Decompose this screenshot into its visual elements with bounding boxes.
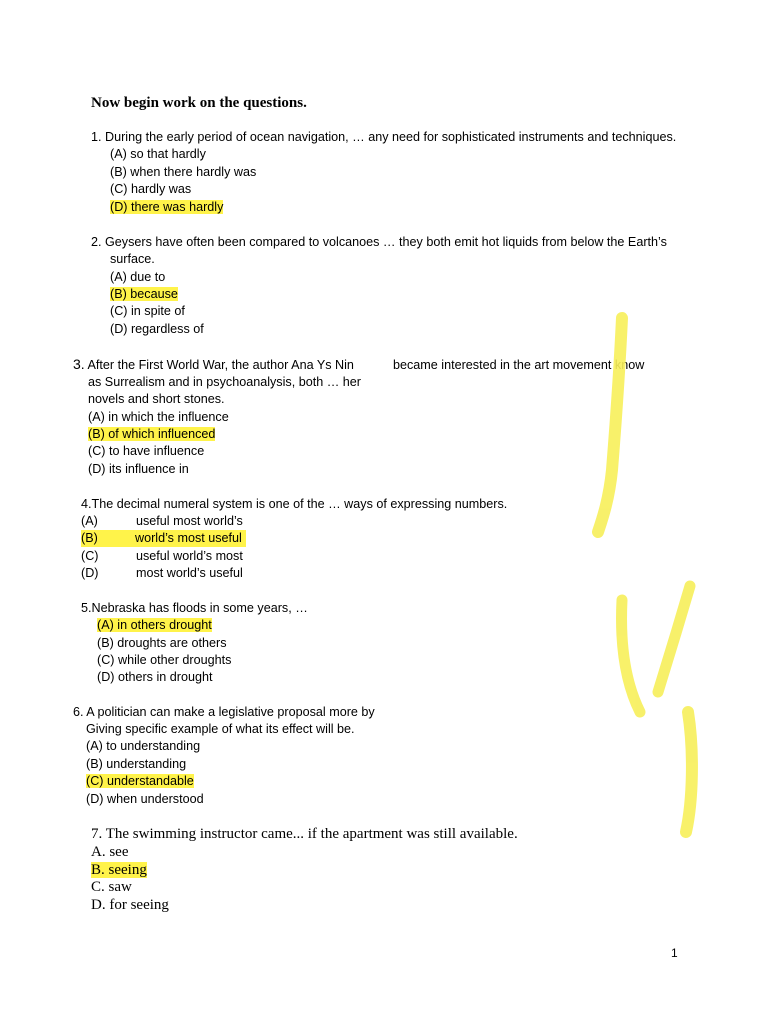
question-1-stem: 1. During the early period of ocean navigation, … any need for sophisticated instruments and techniques. [91, 130, 677, 144]
question-3-stem-line1b: became interested in the art movement know [393, 358, 645, 372]
question-1-option-b: (B) when there hardly was [110, 165, 257, 179]
question-2-option-b [110, 286, 178, 303]
question-3-number: 3. [73, 356, 85, 372]
question-2-stem-line2: surface. [110, 252, 155, 266]
question-4-option-d-letter: (D) [81, 566, 99, 580]
question-3-stem-line3: novels and short stones. [88, 392, 225, 406]
highlight: (B) because [110, 287, 178, 301]
question-2-option-a: (A) due to [110, 270, 166, 284]
highlight: (A) in others drought [97, 618, 212, 632]
question-5-option-c: (C) while other droughts [97, 653, 232, 667]
pen-stroke [598, 318, 622, 532]
question-3-stem-text: After the First World War, the author Ana Ys Nin [84, 358, 354, 372]
question-3-stem-line2: as Surrealism and in psychoanalysis, both … her [88, 375, 361, 389]
question-2-stem-line1: 2. Geysers have often been compared to volcanoes … they both emit hot liquids from below the Earth’s [91, 235, 667, 249]
question-4-option-b-text: world’s most useful [135, 531, 242, 545]
question-1-option-a: (A) so that hardly [110, 147, 206, 161]
question-6-option-b: (B) understanding [86, 757, 187, 771]
question-2-option-d: (D) regardless of [110, 322, 204, 336]
question-2-option-c: (C) in spite of [110, 304, 185, 318]
pen-stroke [622, 600, 640, 712]
highlight: (C) understandable [86, 774, 194, 788]
question-1-option-d [110, 199, 223, 216]
question-3-stem-line1a [73, 356, 354, 374]
question-7-option-d: D. for seeing [91, 897, 169, 913]
question-4-option-c-text: useful world’s most [136, 549, 243, 563]
question-7-stem: 7. The swimming instructor came... if the apartment was still available. [91, 826, 518, 842]
question-4-option-b [81, 530, 246, 547]
question-3-option-a: (A) in which the influence [88, 410, 229, 424]
question-3-option-c: (C) to have influence [88, 444, 205, 458]
question-3-option-b [88, 426, 215, 443]
pen-stroke [658, 586, 690, 692]
question-6-option-d: (D) when understood [86, 792, 204, 806]
highlight: (D) there was hardly [110, 200, 224, 214]
question-6-stem-line2: Giving specific example of what its effect will be. [86, 722, 355, 736]
page-number: 1 [671, 946, 678, 960]
highlight: (B) of which influenced [88, 427, 216, 441]
pen-stroke [686, 712, 692, 832]
question-4-option-c-letter: (C) [81, 549, 99, 563]
question-6-stem-line1: 6. A politician can make a legislative proposal more by [73, 705, 375, 719]
question-4-option-b-letter: (B) [81, 531, 98, 545]
question-4-stem: 4.The decimal numeral system is one of the … ways of expressing numbers. [81, 497, 508, 511]
question-6-option-a: (A) to understanding [86, 739, 201, 753]
question-5-option-b: (B) droughts are others [97, 636, 227, 650]
question-4-option-a-letter: (A) [81, 514, 98, 528]
highlight [81, 530, 246, 547]
highlight: B. seeing [91, 862, 147, 878]
question-5-option-a [97, 617, 212, 634]
question-1-option-c: (C) hardly was [110, 182, 192, 196]
question-4-option-d-text: most world’s useful [136, 566, 243, 580]
page-heading: Now begin work on the questions. [91, 95, 307, 111]
question-7-option-b [91, 862, 147, 880]
question-5-stem: 5.Nebraska has floods in some years, … [81, 601, 308, 615]
question-5-option-d: (D) others in drought [97, 670, 213, 684]
question-4-option-a-text: useful most world’s [136, 514, 243, 528]
question-3-option-d: (D) its influence in [88, 462, 189, 476]
question-6-option-c [86, 773, 194, 790]
question-7-option-c: C. saw [91, 879, 132, 895]
question-7-option-a: A. see [91, 844, 129, 860]
